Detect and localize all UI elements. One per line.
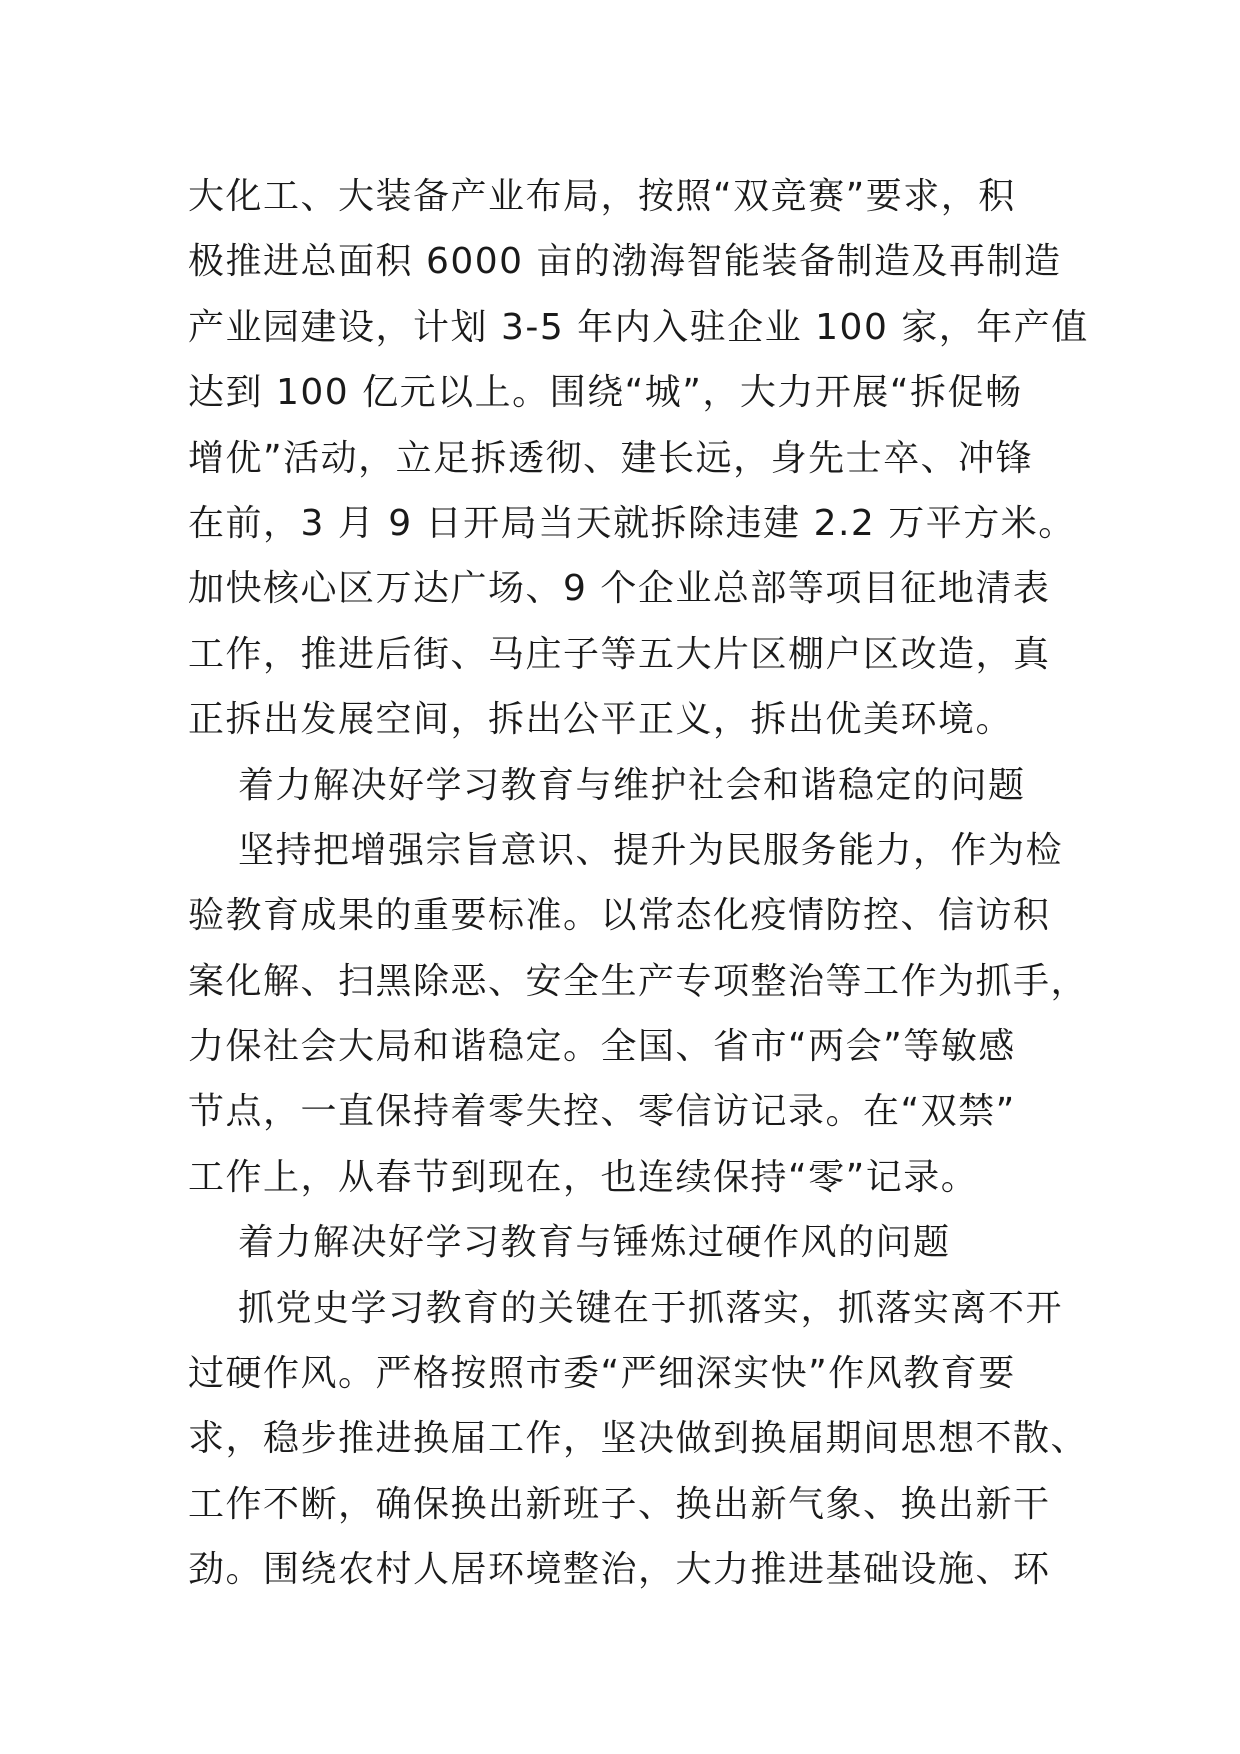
text-line: 达到 100 亿元以上。围绕“城”，大力开展“拆促畅 bbox=[188, 372, 1023, 414]
text-line: 增优”活动，立足拆透彻、建长远，身先士卒、冲锋 bbox=[188, 437, 1034, 479]
section-heading: 着力解决好学习教育与维护社会和谐稳定的问题 bbox=[238, 764, 1026, 806]
text-line: 工作不断，确保换出新班子、换出新气象、换出新干 bbox=[188, 1483, 1051, 1525]
text-line: 工作，推进后街、马庄子等五大片区棚户区改造，真 bbox=[188, 633, 1051, 675]
paragraph-first-line: 抓党史学习教育的关键在于抓落实，抓落实离不开 bbox=[238, 1287, 1064, 1329]
text-line: 大化工、大装备产业布局，按照“双竞赛”要求，积 bbox=[188, 176, 1016, 217]
text-line: 求，稳步推进换届工作，坚决做到换届期间思想不散、 bbox=[188, 1418, 1089, 1460]
text-line: 劲。围绕农村人居环境整治，大力推进基础设施、环 bbox=[188, 1549, 1051, 1591]
text-line: 过硬作风。严格按照市委“严细深实快”作风教育要 bbox=[188, 1353, 1016, 1395]
text-line: 产业园建设，计划 3-5 年内入驻企业 100 家，年产值 bbox=[188, 306, 1089, 348]
section-heading: 着力解决好学习教育与锤炼过硬作风的问题 bbox=[238, 1222, 951, 1264]
text-line: 案化解、扫黑除恶、安全生产专项整治等工作为抓手， bbox=[188, 960, 1089, 1002]
text-line: 力保社会大局和谐稳定。全国、省市“两会”等敏感 bbox=[188, 1026, 1016, 1068]
text-line: 节点，一直保持着零失控、零信访记录。在“双禁” bbox=[188, 1091, 1016, 1133]
text-line: 极推进总面积 6000 亩的渤海智能装备制造及再制造 bbox=[188, 241, 1062, 283]
text-line: 验教育成果的重要标准。以常态化疫情防控、信访积 bbox=[188, 895, 1051, 937]
text-line: 加快核心区万达广场、9 个企业总部等项目征地清表 bbox=[188, 568, 1051, 610]
paragraph-first-line: 坚持把增强宗旨意识、提升为民服务能力，作为检 bbox=[238, 829, 1064, 871]
text-line: 工作上，从春节到现在，也连续保持“零”记录。 bbox=[188, 1156, 979, 1198]
text-line: 正拆出发展空间，拆出公平正义，拆出优美环境。 bbox=[188, 699, 1014, 741]
text-line: 在前，3 月 9 日开局当天就拆除违建 2.2 万平方米。 bbox=[188, 502, 1076, 544]
document-body bbox=[188, 164, 1089, 1603]
